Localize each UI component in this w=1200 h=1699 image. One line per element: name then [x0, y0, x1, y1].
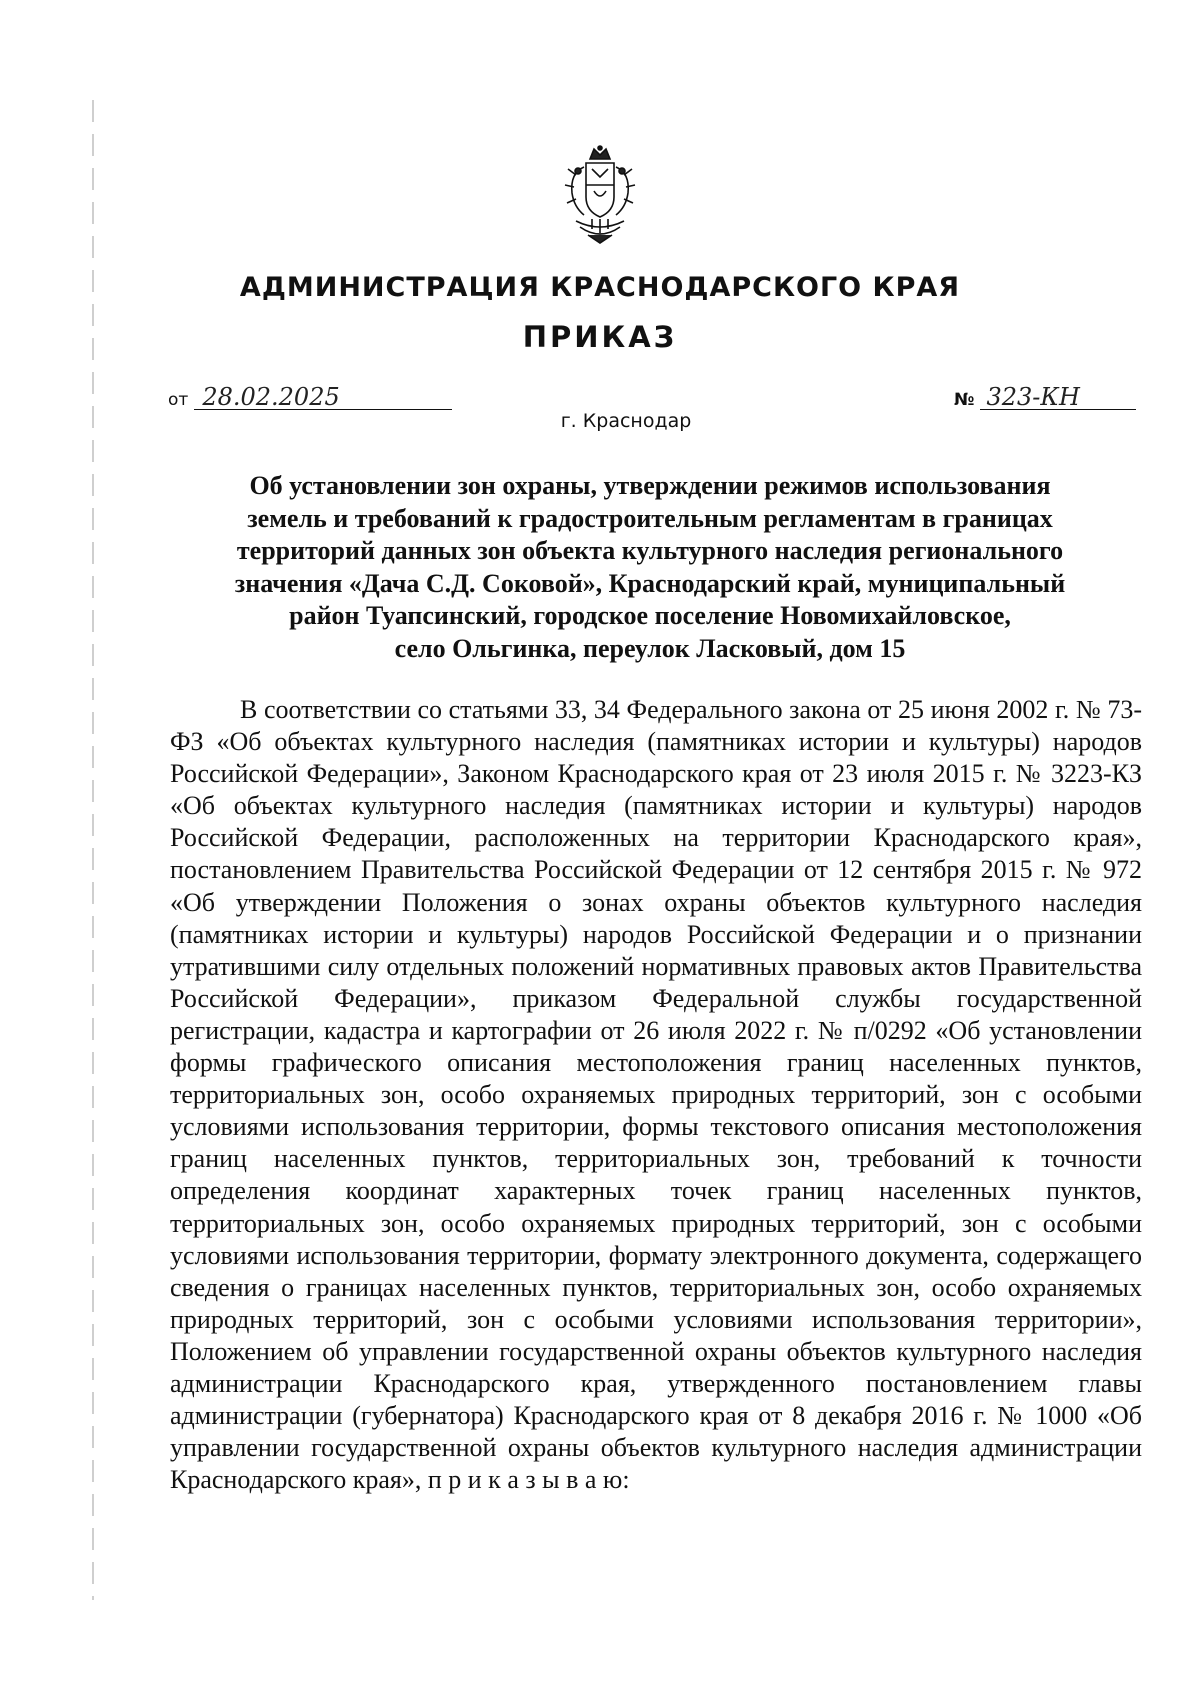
heading-line: район Туапсинский, городское поселение Новомихайловское, [289, 601, 1011, 630]
number-value: 323-КН [980, 385, 1136, 410]
date-prefix: от [168, 390, 189, 410]
body-paragraph: В соответствии со статьями 33, 34 Федерального закона от 25 июня 2002 г. № 73-ФЗ «Об объектах культурного наследия (памятниках истории и культуры) народов Российской Федерации», Законом Краснодарского края от 23 июля 2015 г. № 3223-КЗ «Об объектах культурного наследия (памятниках истории и культуры) народов Российской Федерации, расположенных на территории Краснодарского края», постановлением Правительства Российской Федерации от 12 сентября 2015 г. № 972 «Об утверждении Положения о зонах охраны объектов культурного наследия (памятниках истории и культуры) народов Российской Федерации и о признании утратившими силу отдельных положений нормативных правовых актов Правительства Российской Федерации», приказом Федеральной службы государственной регистрации, кадастра и картографии от 26 июля 2022 г. № п/0292 «Об установлении формы графического описания местоположения границ населенных пунктов, территориальных зон, особо охраняемых природных территорий, зон с особыми условиями использования территории, формы текстового описания местоположения границ населенных пунктов, территориальных зон, требований к точности определения координат характерных точек границ населенных пунктов, территориальных зон, особо охраняемых природных территорий, зон с особыми условиями использования территории, формату электронного документа, содержащего сведения о границах населенных пунктов, территориальных зон, особо охраняемых природных территорий, зон с особыми условиями использования территории», Положением об управлении государственной охраны объектов культурного наследия администрации Краснодарского края, утвержденного постановлением главы администрации (губернатора) Краснодарского края от 8 декабря 2016 г. № 1000 «Об управлении государственной охраны объектов культурного наследия администрации Краснодарского края», п р и к а з ы в а ю: [170, 695, 1142, 1495]
city-label: г. Краснодар [560, 410, 692, 432]
document-type: ПРИКАЗ [522, 320, 678, 354]
number-field [954, 385, 1136, 410]
heading-line: Об установлении зон охраны, утверждении режимов использования [249, 471, 1051, 500]
number-prefix: № [954, 390, 975, 410]
heading-line: территорий данных зон объекта культурного наследия регионального [236, 536, 1064, 565]
date-value: 28.02.2025 [194, 385, 452, 410]
document-heading [190, 470, 1110, 665]
coat-of-arms-icon [562, 145, 638, 245]
heading-line: значения «Дача С.Д. Соковой», Краснодарский край, муниципальный [234, 568, 1066, 598]
heading-line: земель и требований к градостроительным регламентам в границах [247, 503, 1053, 533]
heading-line: село Ольгинка, переулок Ласковый, дом 15 [394, 633, 906, 663]
date-field [168, 385, 452, 410]
organization-title: АДМИНИСТРАЦИЯ КРАСНОДАРСКОГО КРАЯ [239, 272, 961, 303]
